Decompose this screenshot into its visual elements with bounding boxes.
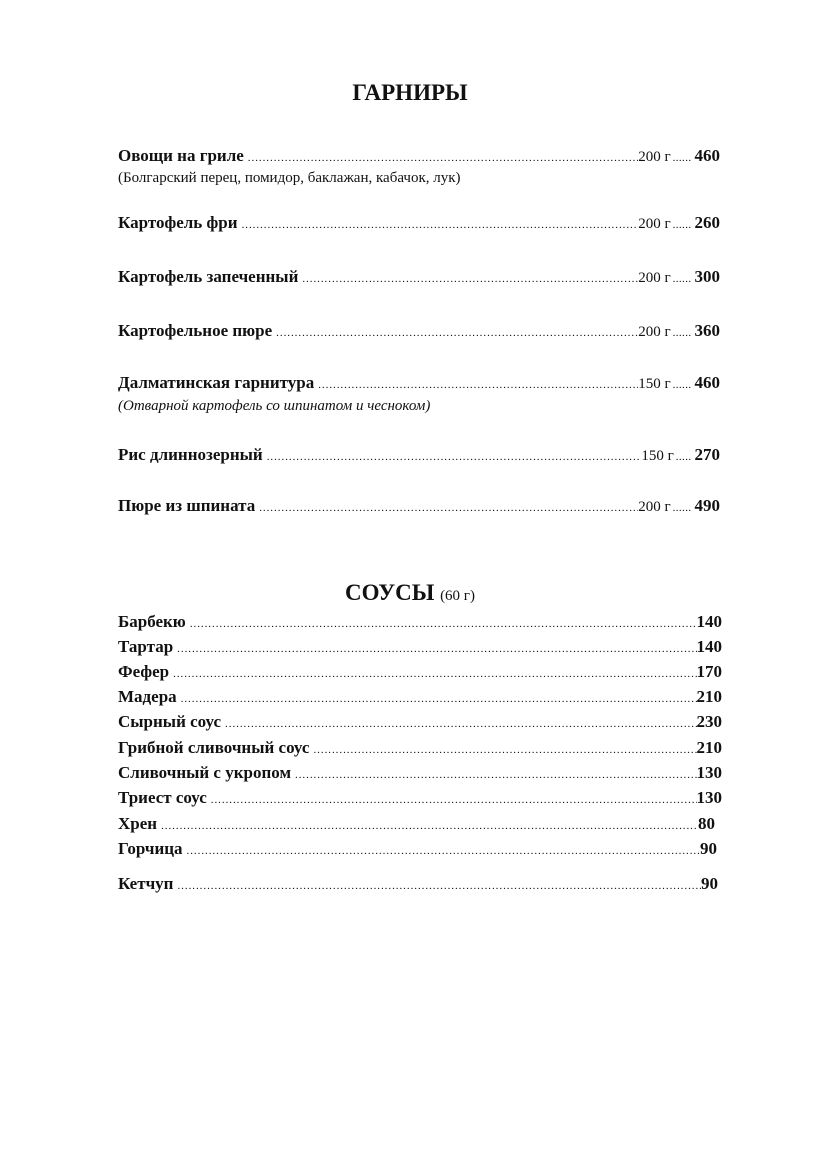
item-name: Сырный соус <box>118 712 222 731</box>
item-price: 130 <box>696 788 722 807</box>
item-price: 80 <box>698 814 715 833</box>
item-weight: 200 г <box>638 324 671 340</box>
menu-item <box>118 738 722 758</box>
item-price: 140 <box>696 637 722 656</box>
item-weight: 200 г <box>638 149 671 165</box>
item-price: 460 <box>694 373 720 392</box>
item-price: 230 <box>696 712 722 731</box>
menu-item: Картофельное пюре . . . 200 г ...... 360 <box>118 321 720 341</box>
item-price: 90 <box>701 874 718 893</box>
menu-item: Пюре из шпината . . . 200 г ...... 490 <box>118 496 720 516</box>
item-name: Кетчуп <box>118 874 174 893</box>
item-name: Хрен <box>118 814 158 833</box>
item-name: Фефер <box>118 662 170 681</box>
sauces-subtitle: (60 г) <box>440 588 475 604</box>
item-price: 210 <box>696 687 722 706</box>
item-name: Горчица <box>118 839 183 858</box>
item-name: Картофель запеченный <box>118 267 299 286</box>
menu-item <box>118 712 722 732</box>
item-name: Рис длиннозерный <box>118 445 263 464</box>
item-name: Пюре из шпината <box>118 496 256 515</box>
item-description: (Отварной картофель со шпинатом и чесноком) <box>118 398 431 414</box>
menu-item <box>118 788 722 808</box>
item-name: Овощи на гриле <box>118 146 244 165</box>
item-price: 170 <box>696 662 722 681</box>
item-description: (Болгарский перец, помидор, баклажан, кабачок, лук) <box>118 170 461 186</box>
item-price: 270 <box>694 445 720 464</box>
menu-item: Картофель фри . . . 200 г ...... 260 <box>118 213 720 233</box>
item-name: Барбекю <box>118 612 186 631</box>
item-name: Картофельное пюре <box>118 321 273 340</box>
menu-item <box>118 839 717 859</box>
item-weight: 200 г <box>638 216 671 232</box>
item-name: Сливочный с укропом <box>118 763 292 782</box>
item-name: Картофель фри <box>118 213 238 232</box>
menu-item <box>118 687 722 707</box>
item-price: 460 <box>694 146 720 165</box>
item-price: 360 <box>694 321 720 340</box>
item-name: Тартар <box>118 637 174 656</box>
item-name: Далматинская гарнитура <box>118 373 315 392</box>
item-weight: 150 г <box>641 448 674 464</box>
item-price: 210 <box>696 738 722 757</box>
item-weight: 200 г <box>638 270 671 286</box>
garnishes-title: ГАРНИРЫ <box>352 80 468 105</box>
menu-item <box>118 612 722 632</box>
menu-item <box>118 763 722 783</box>
item-price: 130 <box>696 763 722 782</box>
item-weight: 150 г <box>638 376 671 392</box>
item-price: 90 <box>700 839 717 858</box>
item-price: 490 <box>694 496 720 515</box>
item-price: 140 <box>696 612 722 631</box>
item-name: Триест соус <box>118 788 207 807</box>
menu-item <box>118 637 722 657</box>
sauces-title-text: СОУСЫ <box>345 580 435 605</box>
menu-item <box>118 662 722 682</box>
item-price: 300 <box>694 267 720 286</box>
item-weight: 200 г <box>638 499 671 515</box>
item-price: 260 <box>694 213 720 232</box>
menu-item <box>118 874 718 894</box>
item-name: Мадера <box>118 687 177 706</box>
menu-item <box>118 814 715 834</box>
menu-item: Овощи на гриле . . . 200 г ...... 460 <box>118 146 720 166</box>
menu-item: Далматинская гарнитура . . . 150 г ...... 460 <box>118 373 720 393</box>
sauces-title <box>0 580 820 606</box>
menu-item: Рис длиннозерный . . . 150 г ..... 270 <box>118 445 720 465</box>
item-name: Грибной сливочный соус <box>118 738 310 757</box>
menu-item: Картофель запеченный . . . 200 г ...... 300 <box>118 267 720 287</box>
